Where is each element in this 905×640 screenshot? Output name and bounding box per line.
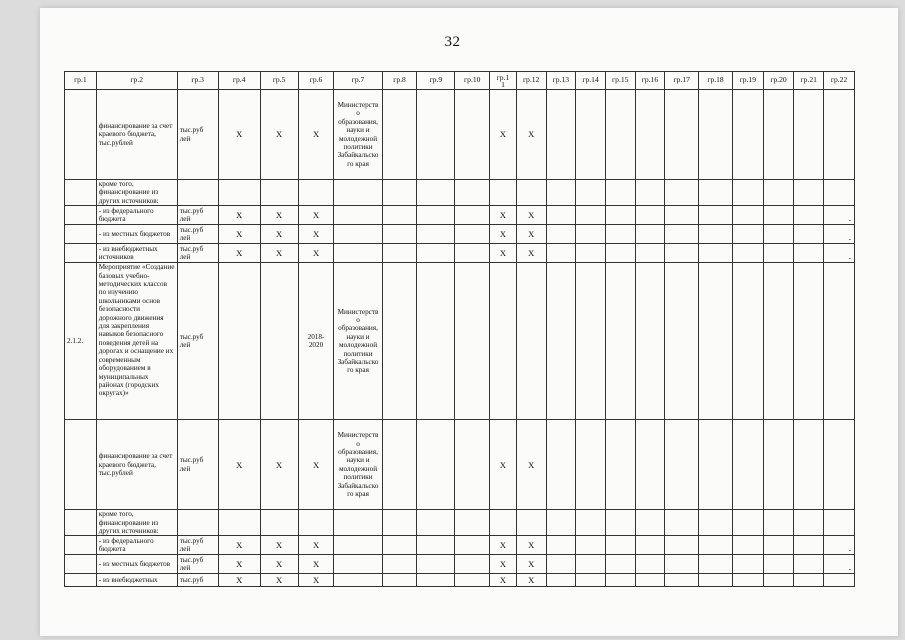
header-cell: гр.13 (546, 72, 576, 90)
header-cell: гр.8 (382, 72, 417, 90)
mark-cell: Х (490, 574, 517, 587)
mark-cell: Х (218, 244, 260, 263)
row-label: Мероприятие «Создание базовых учебно-методических классов по изучению школьниками основ безопасности дорожного движения для закрепления навыков безопасного поведения детей на дорогах и оснащение их современным оборудованием в муниципальных районах (городских округах)» (96, 263, 177, 420)
header-cell: гр.1 (65, 72, 97, 90)
table-row (65, 225, 855, 244)
mark-cell: Х (490, 244, 517, 263)
header-cell: гр.19 (732, 72, 763, 90)
row-label: кроме того, финансирование из других источников: (96, 180, 177, 206)
header-cell: гр.20 (763, 72, 794, 90)
unit-cell: тыс.руб лей (177, 244, 218, 263)
mark-cell: Х (218, 225, 260, 244)
header-cell: гр.5 (260, 72, 298, 90)
mark-cell: Х (298, 206, 334, 225)
row-label: - из местных бюджетов (96, 555, 177, 574)
header-cell: гр.10 (455, 72, 490, 90)
mark-cell: Х (516, 420, 546, 510)
mark-cell: Х (490, 206, 517, 225)
table-row (65, 510, 855, 536)
row-label: - из федерального бюджета (96, 536, 177, 555)
period-cell: 2018-2020 (298, 263, 334, 420)
row-label: - из местных бюджетов (96, 225, 177, 244)
dash-cell: - (824, 244, 855, 263)
header-cell: гр.3 (177, 72, 218, 90)
dash-cell: - (824, 206, 855, 225)
row-label: - из внебюджетных источников (96, 244, 177, 263)
header-row (65, 72, 855, 90)
page-number: 32 (444, 34, 461, 50)
header-cell: гр.9 (417, 72, 455, 90)
unit-cell: тыс.руб лей (177, 90, 218, 180)
header-cell: гр.18 (699, 72, 733, 90)
header-cell: гр.2 (96, 72, 177, 90)
header-cell: гр.7 (334, 72, 382, 90)
unit-cell: тыс.руб лей (177, 225, 218, 244)
executor-cell: Министерство образования, науки и молодежной политики Забайкальского края (334, 90, 382, 180)
mark-cell: Х (516, 244, 546, 263)
mark-cell: Х (260, 555, 298, 574)
table-row (65, 263, 855, 420)
table-row (65, 90, 855, 180)
unit-cell: тыс.руб лей (177, 555, 218, 574)
mark-cell: Х (298, 574, 334, 587)
mark-cell: Х (260, 90, 298, 180)
mark-cell: Х (260, 225, 298, 244)
table-row (65, 574, 855, 587)
mark-cell: Х (298, 244, 334, 263)
executor-cell: Министерство образования, науки и молодежной политики Забайкальского края (334, 263, 382, 420)
header-cell: гр.21 (794, 72, 824, 90)
mark-cell: Х (516, 555, 546, 574)
dash-cell: - (824, 555, 855, 574)
mark-cell: Х (260, 574, 298, 587)
table-row (65, 244, 855, 263)
unit-cell: тыс.руб лей (177, 206, 218, 225)
header-cell: гр.22 (824, 72, 855, 90)
mark-cell: Х (298, 225, 334, 244)
header-cell: гр.6 (298, 72, 334, 90)
unit-cell: тыс.руб (177, 574, 218, 587)
mark-cell: Х (516, 225, 546, 244)
mark-cell: Х (260, 420, 298, 510)
dash-cell: - (824, 536, 855, 555)
mark-cell: Х (298, 90, 334, 180)
executor-cell: Министерство образования, науки и молодежной политики Забайкальского края (334, 420, 382, 510)
mark-cell: Х (218, 206, 260, 225)
header-cell: гр.16 (635, 72, 665, 90)
mark-cell: Х (490, 225, 517, 244)
mark-cell: Х (516, 574, 546, 587)
mark-cell: Х (218, 420, 260, 510)
mark-cell: Х (490, 420, 517, 510)
row-label: финансирование за счет краевого бюджета, тыс.рублей (96, 420, 177, 510)
mark-cell: Х (218, 574, 260, 587)
row-label: финансирование за счет краевого бюджета, тыс.рублей (96, 90, 177, 180)
mark-cell: Х (218, 90, 260, 180)
mark-cell: Х (260, 206, 298, 225)
table-row (65, 206, 855, 225)
row-label: - из внебюджетных (96, 574, 177, 587)
mark-cell: Х (298, 420, 334, 510)
row-label: - из федерального бюджета (96, 206, 177, 225)
mark-cell: Х (218, 555, 260, 574)
mark-cell: Х (298, 536, 334, 555)
unit-cell: тыс.руб лей (177, 536, 218, 555)
item-number: 2.1.2. (65, 263, 97, 420)
mark-cell: Х (516, 90, 546, 180)
mark-cell: Х (298, 555, 334, 574)
mark-cell: Х (260, 244, 298, 263)
budget-table (64, 71, 855, 587)
mark-cell: Х (490, 536, 517, 555)
mark-cell: Х (516, 206, 546, 225)
mark-cell: Х (516, 536, 546, 555)
table-row (65, 180, 855, 206)
header-cell: гр.17 (665, 72, 699, 90)
row-label: кроме того, финансирование из других источников: (96, 510, 177, 536)
header-cell: гр.12 (516, 72, 546, 90)
dash-cell: - (824, 225, 855, 244)
header-cell: гр.1 1 (490, 72, 517, 90)
table-row (65, 555, 855, 574)
unit-cell: тыс.руб лей (177, 263, 218, 420)
mark-cell: Х (490, 90, 517, 180)
unit-cell: тыс.руб лей (177, 420, 218, 510)
table-row (65, 536, 855, 555)
mark-cell: Х (490, 555, 517, 574)
header-cell: гр.14 (576, 72, 606, 90)
mark-cell: Х (260, 536, 298, 555)
header-cell: гр.4 (218, 72, 260, 90)
header-cell: гр.15 (605, 72, 635, 90)
mark-cell: Х (218, 536, 260, 555)
table-row (65, 420, 855, 510)
